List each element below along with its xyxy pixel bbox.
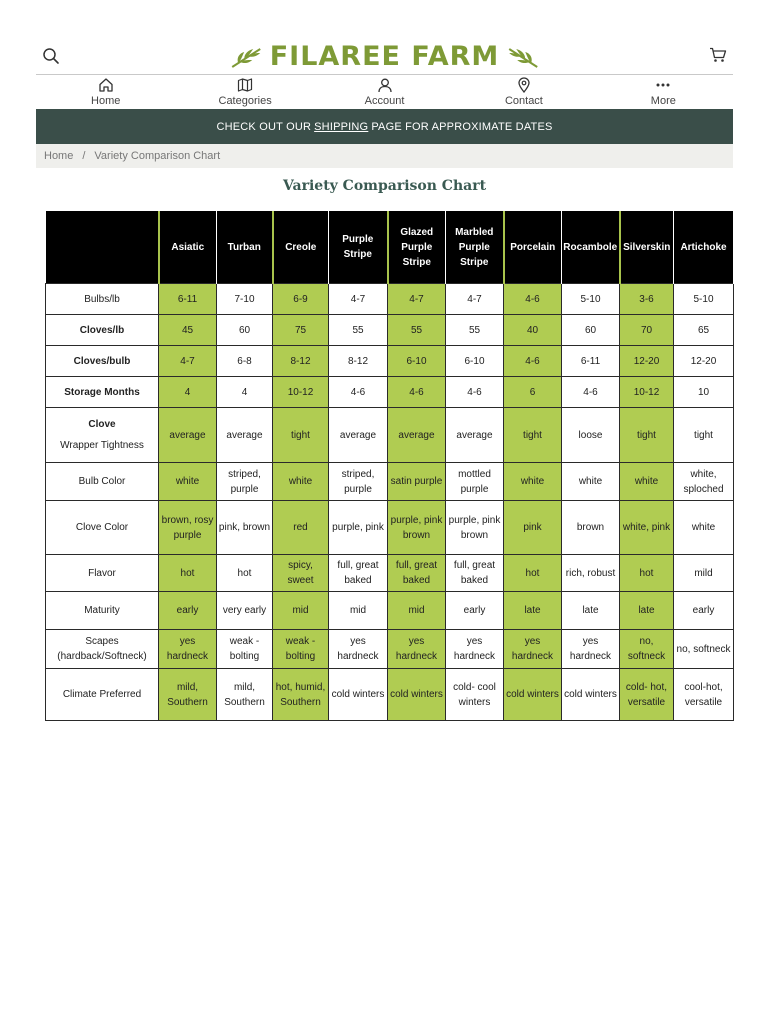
table-cell: 45 (159, 315, 217, 346)
table-cell: 4-7 (446, 284, 504, 315)
row-label: Clove Color (46, 501, 159, 555)
table-cell: yes hardneck (329, 630, 388, 669)
shipping-banner (36, 109, 733, 144)
user-icon (377, 77, 393, 93)
table-cell: pink, brown (217, 501, 273, 555)
row-label: Scapes (hardback/Softneck) (46, 630, 159, 669)
location-pin-icon (516, 77, 532, 93)
table-cell: 4 (217, 377, 273, 408)
table-cell: mild, Southern (217, 669, 273, 721)
table-cell: 12-20 (620, 346, 674, 377)
table-cell: 4-7 (388, 284, 446, 315)
site-logo[interactable] (230, 36, 540, 76)
table-cell: hot, humid, Southern (273, 669, 329, 721)
table-cell: mid (329, 592, 388, 630)
nav-account-label: Account (364, 95, 405, 107)
row-label (46, 408, 159, 463)
table-cell: weak - bolting (273, 630, 329, 669)
banner-text-post: PAGE FOR APPROXIMATE DATES (371, 120, 553, 133)
row-label-line: Clove (88, 419, 116, 430)
table-cell: average (217, 408, 273, 463)
table-cell: white (674, 501, 734, 555)
table-cell: mid (388, 592, 446, 630)
table-cell: 4-6 (504, 346, 562, 377)
table-cell: hot (504, 555, 562, 592)
nav-account[interactable] (315, 75, 454, 109)
table-cell: yes hardneck (562, 630, 620, 669)
table-row (46, 630, 734, 669)
table-row (46, 463, 734, 501)
table-cell: full, great baked (388, 555, 446, 592)
column-header: Turban (217, 211, 273, 284)
table-cell: purple, pink brown (388, 501, 446, 555)
cart-icon[interactable] (709, 47, 727, 63)
table-cell: 4-6 (446, 377, 504, 408)
table-cell: tight (273, 408, 329, 463)
table-cell: rich, robust (562, 555, 620, 592)
table-cell: tight (620, 408, 674, 463)
table-cell: purple, pink (329, 501, 388, 555)
leaf-left-icon (230, 43, 264, 69)
table-cell: brown (562, 501, 620, 555)
table-cell: 6-9 (273, 284, 329, 315)
column-header: Creole (273, 211, 329, 284)
column-header: Marbled Purple Stripe (446, 211, 504, 284)
column-header: Rocambole (562, 211, 620, 284)
table-cell: 4-6 (504, 284, 562, 315)
table-cell: 60 (217, 315, 273, 346)
table-cell: purple, pink brown (446, 501, 504, 555)
table-cell: 6-8 (217, 346, 273, 377)
column-header: Purple Stripe (329, 211, 388, 284)
nav-more[interactable] (594, 75, 733, 109)
table-row (46, 408, 734, 463)
table-cell: early (674, 592, 734, 630)
page (36, 0, 733, 708)
table-cell: hot (159, 555, 217, 592)
shipping-link[interactable]: SHIPPING (314, 120, 369, 133)
table-cell: red (273, 501, 329, 555)
table-cell: white, pink (620, 501, 674, 555)
table-cell: late (504, 592, 562, 630)
map-icon (237, 77, 253, 93)
column-header: Porcelain (504, 211, 562, 284)
table-cell: 10-12 (273, 377, 329, 408)
table-cell: yes hardneck (446, 630, 504, 669)
table-cell: average (446, 408, 504, 463)
breadcrumb-current: Variety Comparison Chart (94, 150, 221, 162)
table-cell: no, softneck (620, 630, 674, 669)
table-cell: full, great baked (446, 555, 504, 592)
table-cell: 55 (329, 315, 388, 346)
table-cell: average (329, 408, 388, 463)
table-cell: early (446, 592, 504, 630)
table-cell: cold winters (504, 669, 562, 721)
table-row (46, 377, 734, 408)
table-cell: yes hardneck (388, 630, 446, 669)
logo-text: FILAREE FARM (269, 40, 500, 72)
table-cell: white (620, 463, 674, 501)
table-cell: average (159, 408, 217, 463)
table-cell: 75 (273, 315, 329, 346)
site-header (36, 0, 733, 75)
table-row (46, 501, 734, 555)
table-cell: 3-6 (620, 284, 674, 315)
row-label: Climate Preferred (46, 669, 159, 721)
table-cell: early (159, 592, 217, 630)
table-cell: 4-7 (159, 346, 217, 377)
main-nav (36, 75, 733, 109)
banner-text-pre: CHECK OUT OUR (216, 120, 312, 133)
table-cell: 4 (159, 377, 217, 408)
table-cell: 7-10 (217, 284, 273, 315)
table-row (46, 592, 734, 630)
table-cell: 6-10 (446, 346, 504, 377)
header-blank-cell (46, 211, 159, 284)
table-cell: tight (504, 408, 562, 463)
table-cell: striped, purple (217, 463, 273, 501)
table-cell: white (273, 463, 329, 501)
table-row (46, 346, 734, 377)
table-row (46, 284, 734, 315)
table-cell: brown, rosy purple (159, 501, 217, 555)
table-cell: cold- cool winters (446, 669, 504, 721)
comparison-table-wrapper (45, 211, 733, 721)
variety-comparison-table (45, 211, 734, 721)
table-cell: full, great baked (329, 555, 388, 592)
table-cell: white (562, 463, 620, 501)
table-cell: white, sploched (674, 463, 734, 501)
table-row (46, 555, 734, 592)
row-label: Flavor (46, 555, 159, 592)
table-cell: loose (562, 408, 620, 463)
column-header: Asiatic (159, 211, 217, 284)
table-row (46, 669, 734, 721)
table-row (46, 315, 734, 346)
table-cell: 6-11 (159, 284, 217, 315)
table-cell: 12-20 (674, 346, 734, 377)
table-cell: 4-7 (329, 284, 388, 315)
search-icon[interactable] (42, 47, 60, 65)
leaf-right-icon (505, 43, 539, 69)
row-label: Bulb Color (46, 463, 159, 501)
column-header: Silverskin (620, 211, 674, 284)
row-label: Cloves/lb (46, 315, 159, 346)
table-header-row (46, 211, 734, 284)
table-cell: satin purple (388, 463, 446, 501)
breadcrumb (36, 144, 733, 168)
table-cell: 6-10 (388, 346, 446, 377)
table-cell: 70 (620, 315, 674, 346)
table-cell: mild (674, 555, 734, 592)
nav-contact[interactable] (454, 75, 593, 109)
table-cell: white (159, 463, 217, 501)
row-label-line: Wrapper Tightness (60, 440, 144, 451)
table-cell: late (620, 592, 674, 630)
nav-home[interactable] (36, 75, 175, 109)
nav-categories-label: Categories (218, 95, 272, 107)
table-cell: white (504, 463, 562, 501)
table-cell: 6 (504, 377, 562, 408)
table-cell: 40 (504, 315, 562, 346)
table-cell: 4-6 (329, 377, 388, 408)
table-cell: no, softneck (674, 630, 734, 669)
table-cell: pink (504, 501, 562, 555)
column-header: Glazed Purple Stripe (388, 211, 446, 284)
table-cell: cold winters (562, 669, 620, 721)
table-cell: cool-hot, versatile (674, 669, 734, 721)
table-cell: late (562, 592, 620, 630)
page-title: Variety Comparison Chart (282, 178, 487, 194)
table-cell: 10 (674, 377, 734, 408)
table-cell: 4-6 (562, 377, 620, 408)
table-cell: average (388, 408, 446, 463)
table-cell: cold winters (329, 669, 388, 721)
table-cell: mottled purple (446, 463, 504, 501)
row-label: Cloves/bulb (46, 346, 159, 377)
table-cell: weak - bolting (217, 630, 273, 669)
nav-contact-label: Contact (504, 95, 543, 107)
table-cell: 10-12 (620, 377, 674, 408)
table-cell: 60 (562, 315, 620, 346)
table-cell: 65 (674, 315, 734, 346)
ellipsis-icon (655, 77, 671, 93)
table-cell: yes hardneck (504, 630, 562, 669)
table-cell: cold winters (388, 669, 446, 721)
table-cell: 55 (446, 315, 504, 346)
table-cell: tight (674, 408, 734, 463)
nav-more-label: More (650, 95, 676, 107)
table-cell: mild, Southern (159, 669, 217, 721)
table-cell: yes hardneck (159, 630, 217, 669)
table-cell: 6-11 (562, 346, 620, 377)
row-label: Bulbs/lb (46, 284, 159, 315)
table-cell: hot (620, 555, 674, 592)
table-body (46, 284, 734, 721)
table-cell: 55 (388, 315, 446, 346)
home-icon (98, 77, 114, 93)
table-cell: cold- hot, versatile (620, 669, 674, 721)
breadcrumb-home[interactable]: Home (44, 150, 74, 162)
table-cell: 4-6 (388, 377, 446, 408)
table-cell: spicy, sweet (273, 555, 329, 592)
table-cell: very early (217, 592, 273, 630)
nav-categories[interactable] (175, 75, 314, 109)
breadcrumb-separator: / (82, 150, 86, 162)
table-cell: mid (273, 592, 329, 630)
nav-home-label: Home (91, 95, 121, 107)
table-cell: 5-10 (562, 284, 620, 315)
table-cell: 8-12 (273, 346, 329, 377)
table-cell: 8-12 (329, 346, 388, 377)
table-cell: hot (217, 555, 273, 592)
table-cell: 5-10 (674, 284, 734, 315)
column-header: Artichoke (674, 211, 734, 284)
table-cell: striped, purple (329, 463, 388, 501)
row-label: Maturity (46, 592, 159, 630)
row-label: Storage Months (46, 377, 159, 408)
